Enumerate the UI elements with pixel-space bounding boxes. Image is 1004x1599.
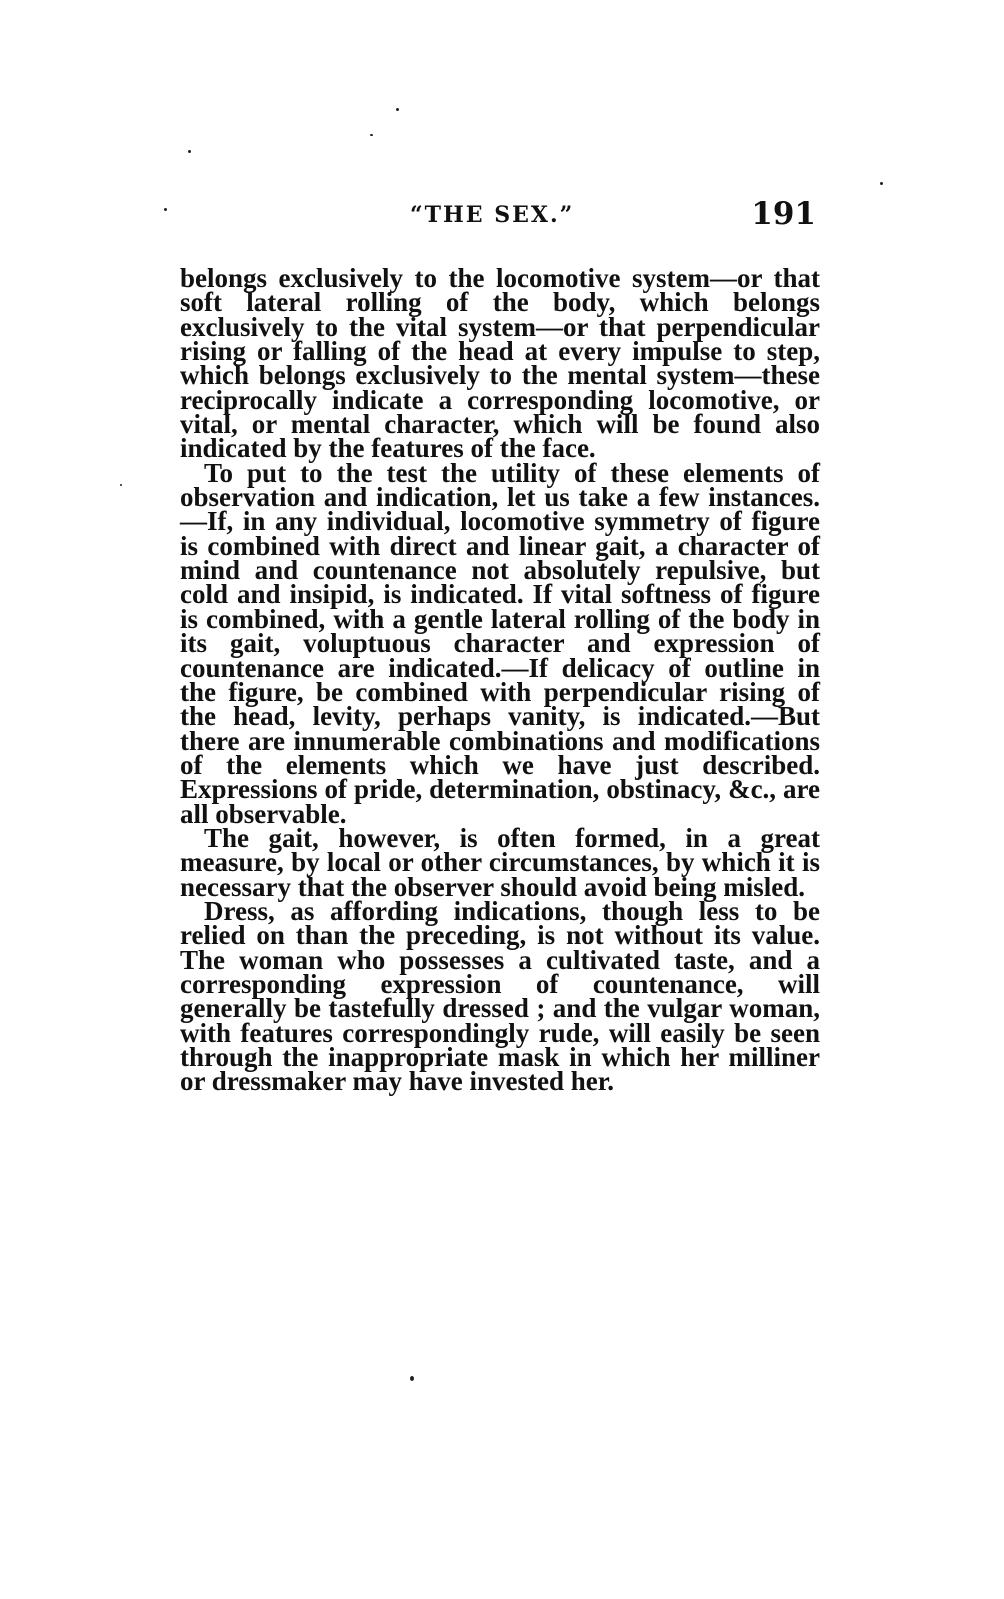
page-header	[180, 196, 820, 236]
paragraph-continuation: belongs exclusively to the locomotive system—or that soft lateral rolling of the body, which belongs exclusively to the vital system—or that perpendicular rising or falling of the head at every impulse to step, which belongs exclusively to the mental system—these reciprocally indicate a corresponding locomotive, or vital, or mental character, which will be found also indicated by the features of the face.	[180, 263, 820, 464]
page-number: 191	[751, 196, 816, 232]
scan-speck	[410, 1376, 414, 1381]
paragraph-gait: The gait, however, is often formed, in a great measure, by local or other circumstances, by which it is necessary that the observer should avoid being misled.	[180, 822, 820, 902]
scan-speck	[120, 484, 122, 486]
body-text	[180, 263, 820, 1097]
scan-speck	[164, 208, 167, 211]
scan-speck	[370, 134, 373, 136]
scan-speck	[880, 182, 883, 185]
running-head: “THE SEX.”	[410, 202, 575, 228]
paragraph-test-utility: To put to the test the utility of these elements of observation and indication, let us take a few instances.—If, in any individual, locomotive symmetry of figure is combined with direct and linear gait, a character of mind and countenance not absolutely repulsive, but cold and insipid, is indicated. If vital softness of figure is combined, with a gentle lateral rolling of the body in its gait, voluptuous character and expression of countenance are indicated.—If delicacy of outline in the figure, be combined with perpendicular rising of the head, levity, perhaps vanity, is indicated.—But there are innumerable combinations and modifications of the elements which we have just described. Expressions of pride, determination, obstinacy, &c., are all observable.	[180, 457, 820, 829]
paragraph-dress: Dress, as affording indications, though less to be relied on than the preceding, is not without its value. The woman who possesses a cultivated taste, and a corresponding expression of countenance, will generally be tastefully dressed ; and the vulgar woman, with features correspondingly rude, will easily be seen through the inappropriate mask in which her milliner or dressmaker may have invested her.	[180, 895, 820, 1097]
scan-speck	[188, 150, 191, 153]
scan-speck	[396, 108, 399, 111]
